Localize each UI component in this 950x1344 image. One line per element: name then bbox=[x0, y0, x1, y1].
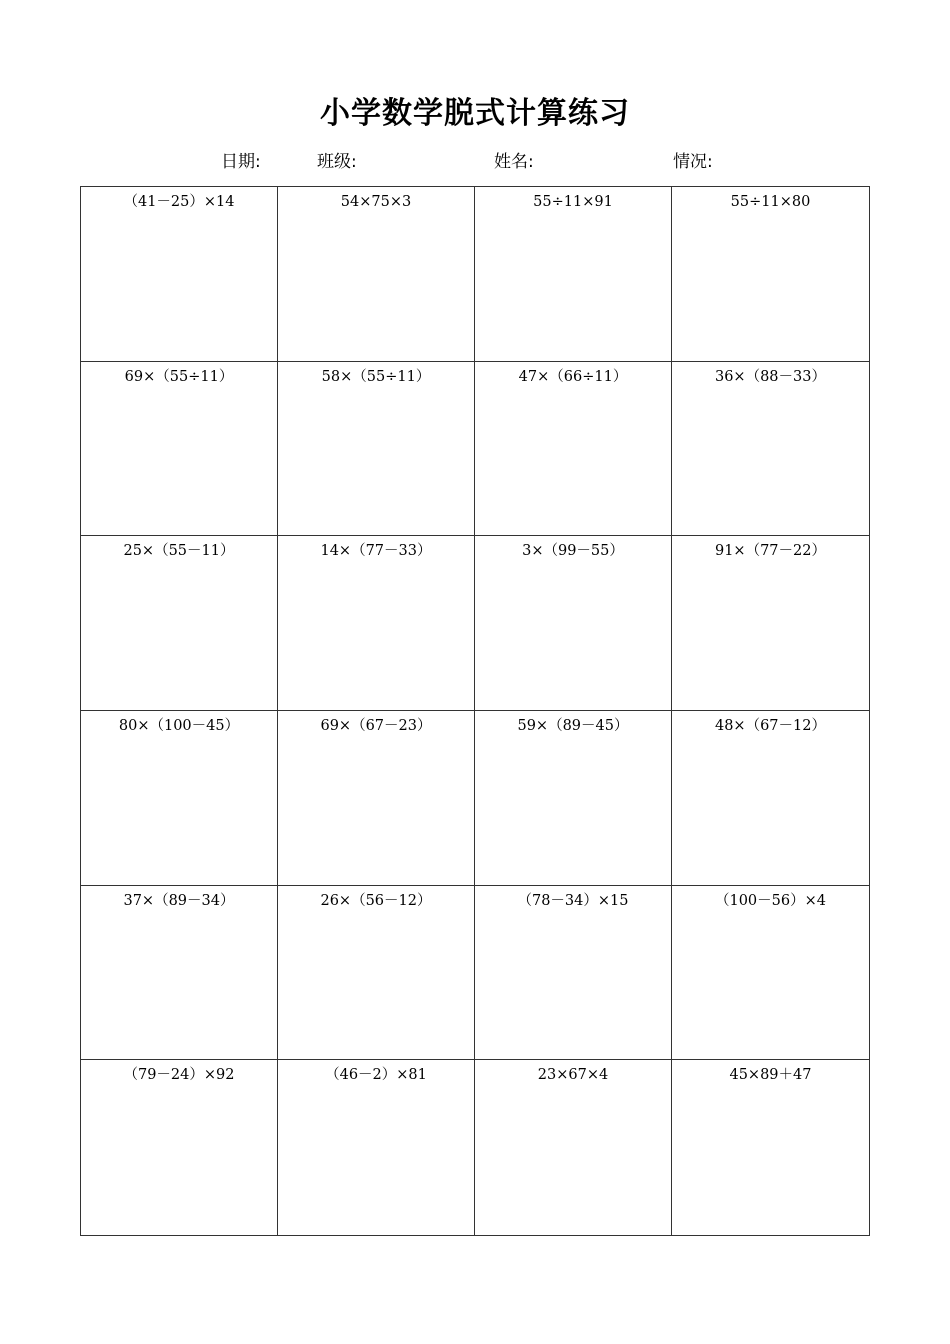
name-label: 姓名: bbox=[494, 152, 534, 172]
problem-cell bbox=[475, 536, 672, 711]
problem-text: 3×（99－55） bbox=[522, 543, 624, 560]
problem-text: 80×（100－45） bbox=[118, 718, 240, 734]
problem-text: 14×（77－33） bbox=[320, 543, 432, 560]
problem-cell bbox=[278, 1060, 475, 1235]
problem-cell bbox=[278, 711, 475, 886]
problem-cell bbox=[672, 362, 869, 537]
status-label: 情况: bbox=[673, 152, 713, 172]
problem-cell bbox=[278, 362, 475, 537]
problem-cell bbox=[81, 1060, 278, 1235]
problem-text: 37×（89－34） bbox=[123, 892, 235, 909]
problem-text: 47×（66÷11） bbox=[518, 368, 628, 385]
problem-cell bbox=[475, 886, 672, 1061]
problem-text: 55÷11×80 bbox=[730, 194, 811, 210]
date-label: 日期: bbox=[221, 152, 261, 172]
problem-text: 36×（88－33） bbox=[714, 368, 826, 385]
problem-text: 26×（56－12） bbox=[320, 892, 432, 909]
problem-cell bbox=[475, 187, 672, 362]
problem-text: 91×（77－22） bbox=[714, 543, 826, 560]
problem-text: （41－25）×14 bbox=[123, 194, 235, 210]
problem-cell bbox=[278, 187, 475, 362]
problem-text: 23×67×4 bbox=[537, 1067, 609, 1084]
problem-cell bbox=[81, 711, 278, 886]
problem-text: 69×（55÷11） bbox=[124, 368, 234, 385]
problem-text: 59×（89－45） bbox=[517, 718, 629, 734]
problem-text: 55÷11×91 bbox=[533, 194, 613, 210]
problem-cell bbox=[672, 886, 869, 1061]
problem-cell bbox=[475, 1060, 672, 1235]
problem-cell bbox=[81, 536, 278, 711]
problem-cell bbox=[672, 1060, 869, 1235]
problem-cell bbox=[278, 886, 475, 1061]
problem-text: （79－24）×92 bbox=[123, 1067, 235, 1084]
problem-text: 45×89＋47 bbox=[729, 1067, 812, 1084]
problem-cell bbox=[278, 536, 475, 711]
problem-cell bbox=[672, 187, 869, 362]
problem-text: 58×（55÷11） bbox=[321, 368, 431, 385]
problem-text: 69×（67－23） bbox=[320, 718, 432, 734]
problem-cell bbox=[475, 711, 672, 886]
problem-text: （46－2）×81 bbox=[325, 1067, 427, 1084]
problem-grid bbox=[80, 186, 870, 1236]
problem-cell bbox=[81, 187, 278, 362]
problem-cell bbox=[81, 886, 278, 1061]
problem-text: （100－56）×4 bbox=[714, 892, 826, 909]
problem-text: 54×75×3 bbox=[340, 194, 412, 210]
problem-cell bbox=[672, 536, 869, 711]
class-label: 班级: bbox=[317, 152, 357, 172]
problem-cell bbox=[81, 362, 278, 537]
problem-text: 25×（55－11） bbox=[123, 543, 235, 560]
problem-cell bbox=[672, 711, 869, 886]
problem-text: （78－34）×15 bbox=[517, 892, 629, 909]
problem-text: 48×（67－12） bbox=[714, 718, 826, 734]
worksheet-title: 小学数学脱式计算练习 bbox=[320, 96, 630, 131]
problem-cell bbox=[475, 362, 672, 537]
